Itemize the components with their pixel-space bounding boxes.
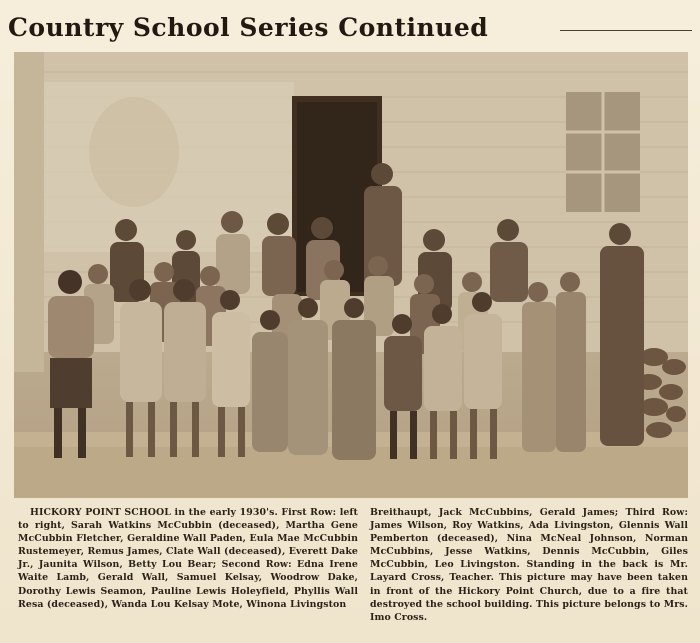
photo-illustration: [14, 52, 688, 498]
caption-right-column: Breithaupt, Jack McCubbins, Gerald James; Third Row: James Wilson, Roy Watkins, Ada Livingston, Glennis Wall Pemberton (deceased), Nina McNeal Johnson, Norman McCubbins, Jesse Watkins, Dennis McCubbin, Giles McCubbin, Leo Livingston. Standing in the back is Mr. Layard Cross, Teacher. This picture may have been taken in front of the Hickory Point Church, due to a fire that destroyed the school building. This picture belongs to Mrs. Imo Cross.: [370, 507, 688, 623]
photo-tone: [14, 52, 688, 498]
headline: Country School Series Continued: [8, 13, 489, 42]
caption-left-column: HICKORY POINT SCHOOL in the early 1930's. First Row: left to right, Sarah Watkins McCubbin (deceased), Martha Gene McCubbin Fletcher, Geraldine Wall Paden, Eula Mae McCubbin Rustemeyer, Remus James, Clate Wall (deceased), Everett Dake Jr., Jaunita Wilson, Betty Lou Bear; Second Row: Edna Irene Waite Lamb, Gerald Wall, Samuel Kelsay, Woodrow Dake, Dorothy Lewis Seamon, Pauline Lewis Holeyfield, Phyllis Wall Resa (deceased), Wanda Lou Kelsay Mote, Winona Livingston: [18, 507, 358, 610]
school-group-photo: [14, 52, 688, 498]
headline-rule: [560, 30, 692, 31]
